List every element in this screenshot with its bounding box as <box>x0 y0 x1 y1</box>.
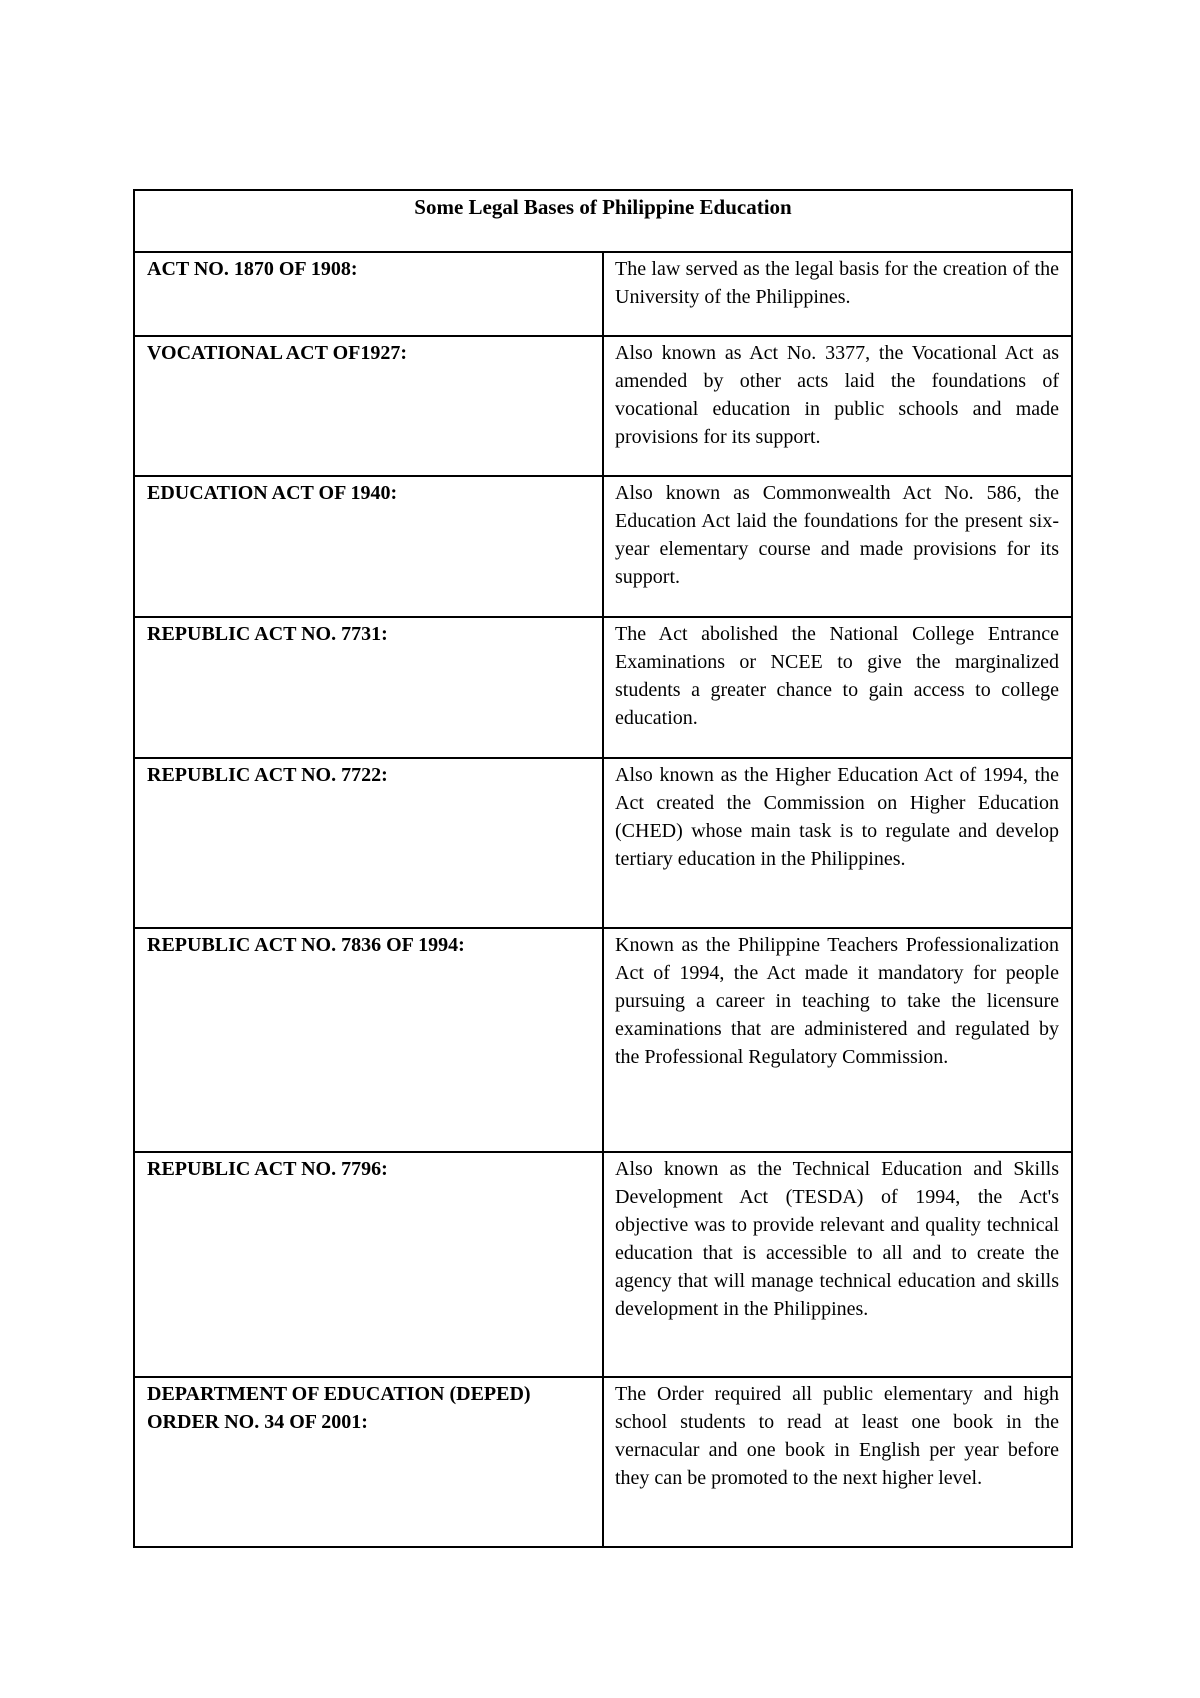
law-name: VOCATIONAL ACT OF1927: <box>134 336 603 476</box>
table-row <box>134 1377 1072 1547</box>
law-name: EDUCATION ACT OF 1940: <box>134 476 603 617</box>
law-name: REPUBLIC ACT NO. 7722: <box>134 758 603 928</box>
table-row <box>134 336 1072 476</box>
law-name: ACT NO. 1870 OF 1908: <box>134 252 603 336</box>
law-description: Also known as the Higher Education Act of 1994, the Act created the Commission on Higher Education (CHED) whose main task is to regulate and develop tertiary education in the Philippines. <box>603 758 1072 928</box>
table-row <box>134 476 1072 617</box>
table-row <box>134 1152 1072 1377</box>
law-name: REPUBLIC ACT NO. 7836 OF 1994: <box>134 928 603 1152</box>
table-row <box>134 928 1072 1152</box>
law-name: REPUBLIC ACT NO. 7731: <box>134 617 603 758</box>
table-row <box>134 617 1072 758</box>
law-name: DEPARTMENT OF EDUCATION (DEPED) ORDER NO. 34 OF 2001: <box>134 1377 603 1547</box>
law-description: Known as the Philippine Teachers Professionalization Act of 1994, the Act made it mandatory for people pursuing a career in teaching to take the licensure examinations that are administered and regulated by the Professional Regulatory Commission. <box>603 928 1072 1152</box>
table-title: Some Legal Bases of Philippine Education <box>134 190 1072 252</box>
law-description: The Act abolished the National College Entrance Examinations or NCEE to give the marginalized students a greater chance to gain access to college education. <box>603 617 1072 758</box>
law-description: The Order required all public elementary and high school students to read at least one book in the vernacular and one book in English per year before they can be promoted to the next higher level. <box>603 1377 1072 1547</box>
table-title-row <box>134 190 1072 252</box>
law-description: Also known as Commonwealth Act No. 586, the Education Act laid the foundations for the present six-year elementary course and made provisions for its support. <box>603 476 1072 617</box>
law-description: The law served as the legal basis for the creation of the University of the Philippines. <box>603 252 1072 336</box>
law-name: REPUBLIC ACT NO. 7796: <box>134 1152 603 1377</box>
law-description: Also known as the Technical Education and Skills Development Act (TESDA) of 1994, the Act's objective was to provide relevant and quality technical education that is accessible to all and to create the agency that will manage technical education and skills development in the Philippines. <box>603 1152 1072 1377</box>
table-row <box>134 758 1072 928</box>
law-description: Also known as Act No. 3377, the Vocational Act as amended by other acts laid the foundations of vocational education in public schools and made provisions for its support. <box>603 336 1072 476</box>
legal-bases-table <box>133 189 1073 1548</box>
table-row <box>134 252 1072 336</box>
